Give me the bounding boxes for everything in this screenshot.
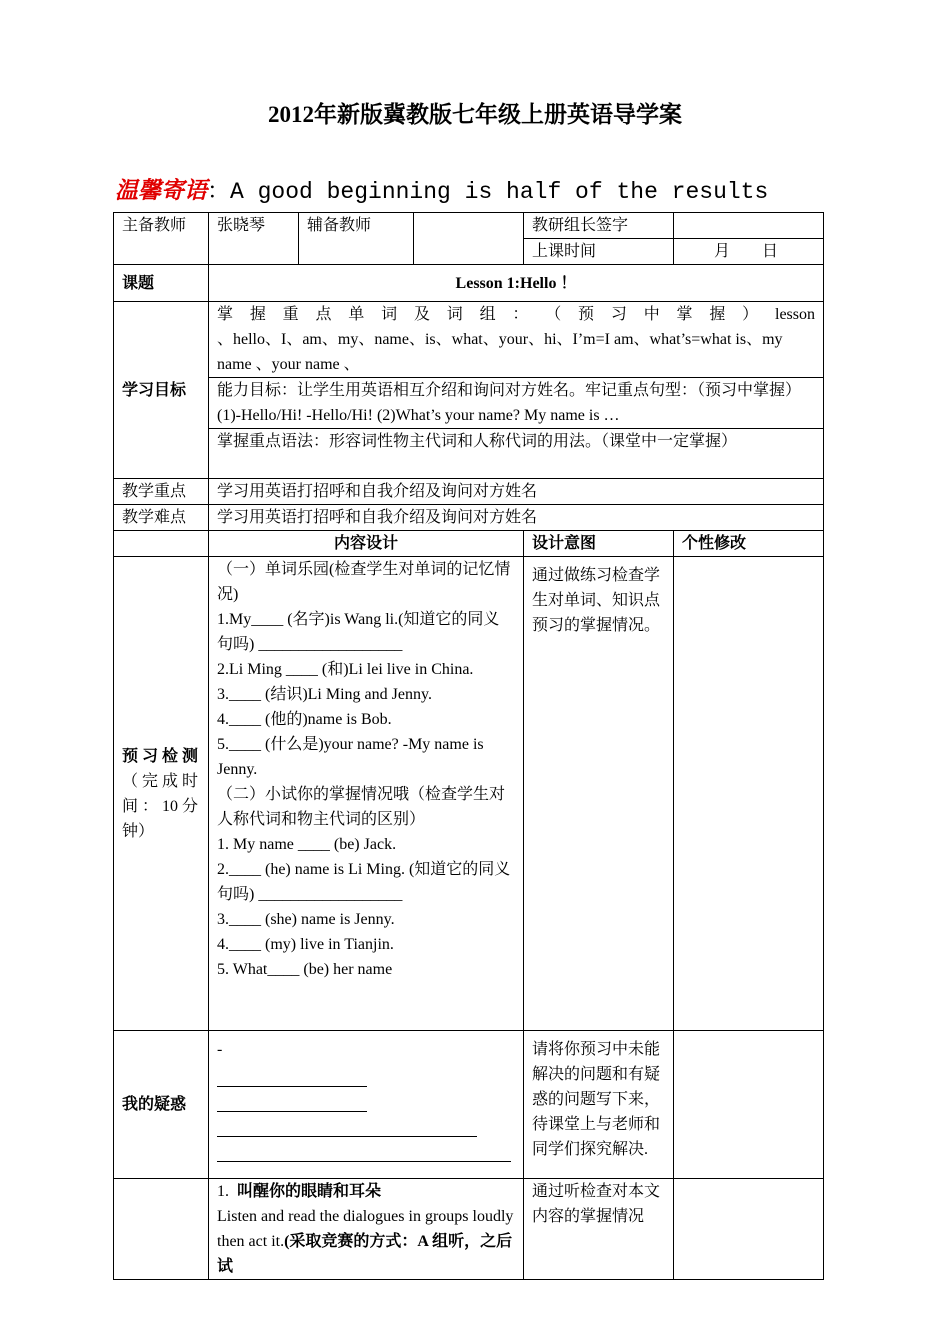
assist-teacher-label: 辅备教师 [299,213,414,265]
preview-label-sub: （ 完 成 时 间 ： 10 分 钟） [122,772,199,840]
doubts-line [217,1143,511,1162]
key-point-label: 教学重点 [114,479,209,505]
preview-line: （二）小试你的掌握情况哦（检查学生对人称代词和物主代词的区别） [217,786,506,828]
activity-text: Listen and read the dialogues in groups loudly then act it. [217,1208,514,1250]
lesson-plan-table [113,212,824,1280]
class-time-label: 上课时间 [524,239,674,265]
preview-label: 预 习 检 测 [122,747,199,765]
doubts-line [217,1093,367,1112]
leader-sign-value [674,213,824,239]
activity-intent: 通过听检查对本文内容的掌握情况 [524,1179,674,1280]
preview-intent: 通过做练习检查学生对单词、知识点预习的掌握情况。 [524,557,674,1031]
doubts-line [217,1118,477,1137]
preview-line: 1.My____ (名字)is Wang li.(知道它的同义句吗) __________________ [217,611,500,653]
motto-label: 温馨寄语 [115,177,207,204]
assist-teacher-name [414,213,524,265]
preview-personal [674,557,824,1031]
doubts-content [209,1031,524,1179]
doubts-dash: - [217,1041,223,1058]
preview-line: 1. My name ____ (be) Jack. [217,836,397,853]
preview-line: 2.Li Ming ____ (和)Li lei live in China. [217,661,474,678]
page-title: 2012年新版冀教版七年级上册英语导学案 [268,102,682,127]
key-point-value: 学习用英语打招呼和自我介绍及询问对方姓名 [209,479,824,505]
doubts-intent: 请将你预习中未能解决的问题和有疑惑的问题写下来，待课堂上与老师和同学们探究解决. [524,1031,674,1179]
goals-label: 学习目标 [114,302,209,479]
preview-line: 3.____ (she) name is Jenny. [217,911,395,928]
preview-line: 5. What____ (be) her name [217,961,393,978]
day-label: 日 [762,243,779,260]
goals-vocab [209,302,824,378]
column-content: 内容设计 [209,531,524,557]
preview-content [209,557,524,1031]
activity-label [114,1179,209,1280]
preview-line: （一）单词乐园(检查学生对单词的记忆情况) [217,561,511,603]
motto-text: A good beginning is half of the results [230,179,769,205]
motto [115,172,768,205]
column-personal: 个性修改 [674,531,824,557]
activity-personal [674,1179,824,1280]
goals-grammar: 掌握重点语法：形容词性物主代词和人称代词的用法。（课堂中一定掌握） [209,429,824,479]
column-blank [114,531,209,557]
goals-ability: 能力目标：让学生用英语相互介绍和询问对方姓名。牢记重点句型：（预习中掌握）(1)-Hello/Hi! -Hello/Hi! (2)What’s your name? My name is … [209,378,824,429]
doubts-personal [674,1031,824,1179]
month-label: 月 [714,243,731,260]
difficulty-label: 教学难点 [114,505,209,531]
difficulty-value: 学习用英语打招呼和自我介绍及询问对方姓名 [209,505,824,531]
activity-text-bold: (采取竞赛的方式：A 组听，之后试 [217,1233,513,1275]
preview-line: 4.____ (他的)name is Bob. [217,711,392,728]
preview-line: 5.____ (什么是)your name? -My name is Jenny. [217,736,484,778]
goals-vocab-head: 掌 握 重 点 单 词 及 词 组 ： （ 预 习 中 掌 握 ） lesson [217,306,816,323]
preview-line: 2.____ (he) name is Li Ming. (知道它的同义句吗) __________________ [217,861,511,903]
goals-vocab-list: 、hello、I、am、my、name、is、what、your、hi、I’m=I am、what’s=what is、my name 、your name 、 [217,331,783,373]
class-time-value [674,239,824,265]
doubts-label: 我的疑惑 [114,1031,209,1179]
activity-heading: 叫醒你的眼睛和耳朵 [237,1183,382,1200]
activity-content [209,1179,524,1280]
leader-sign-label: 教研组长签字 [524,213,674,239]
column-intent: 设计意图 [524,531,674,557]
main-teacher-label: 主备教师 [114,213,209,265]
preview-line: 4.____ (my) live in Tianjin. [217,936,394,953]
main-teacher-name: 张晓琴 [209,213,299,265]
topic-label: 课题 [114,265,209,302]
motto-colon: ： [207,178,230,204]
topic-value: Lesson 1:Hello ！ [209,265,824,302]
activity-heading-num: 1. [217,1183,229,1200]
preview-label-cell [114,557,209,1031]
preview-line: 3.____ (结识)Li Ming and Jenny. [217,686,432,703]
doubts-line [217,1068,367,1087]
